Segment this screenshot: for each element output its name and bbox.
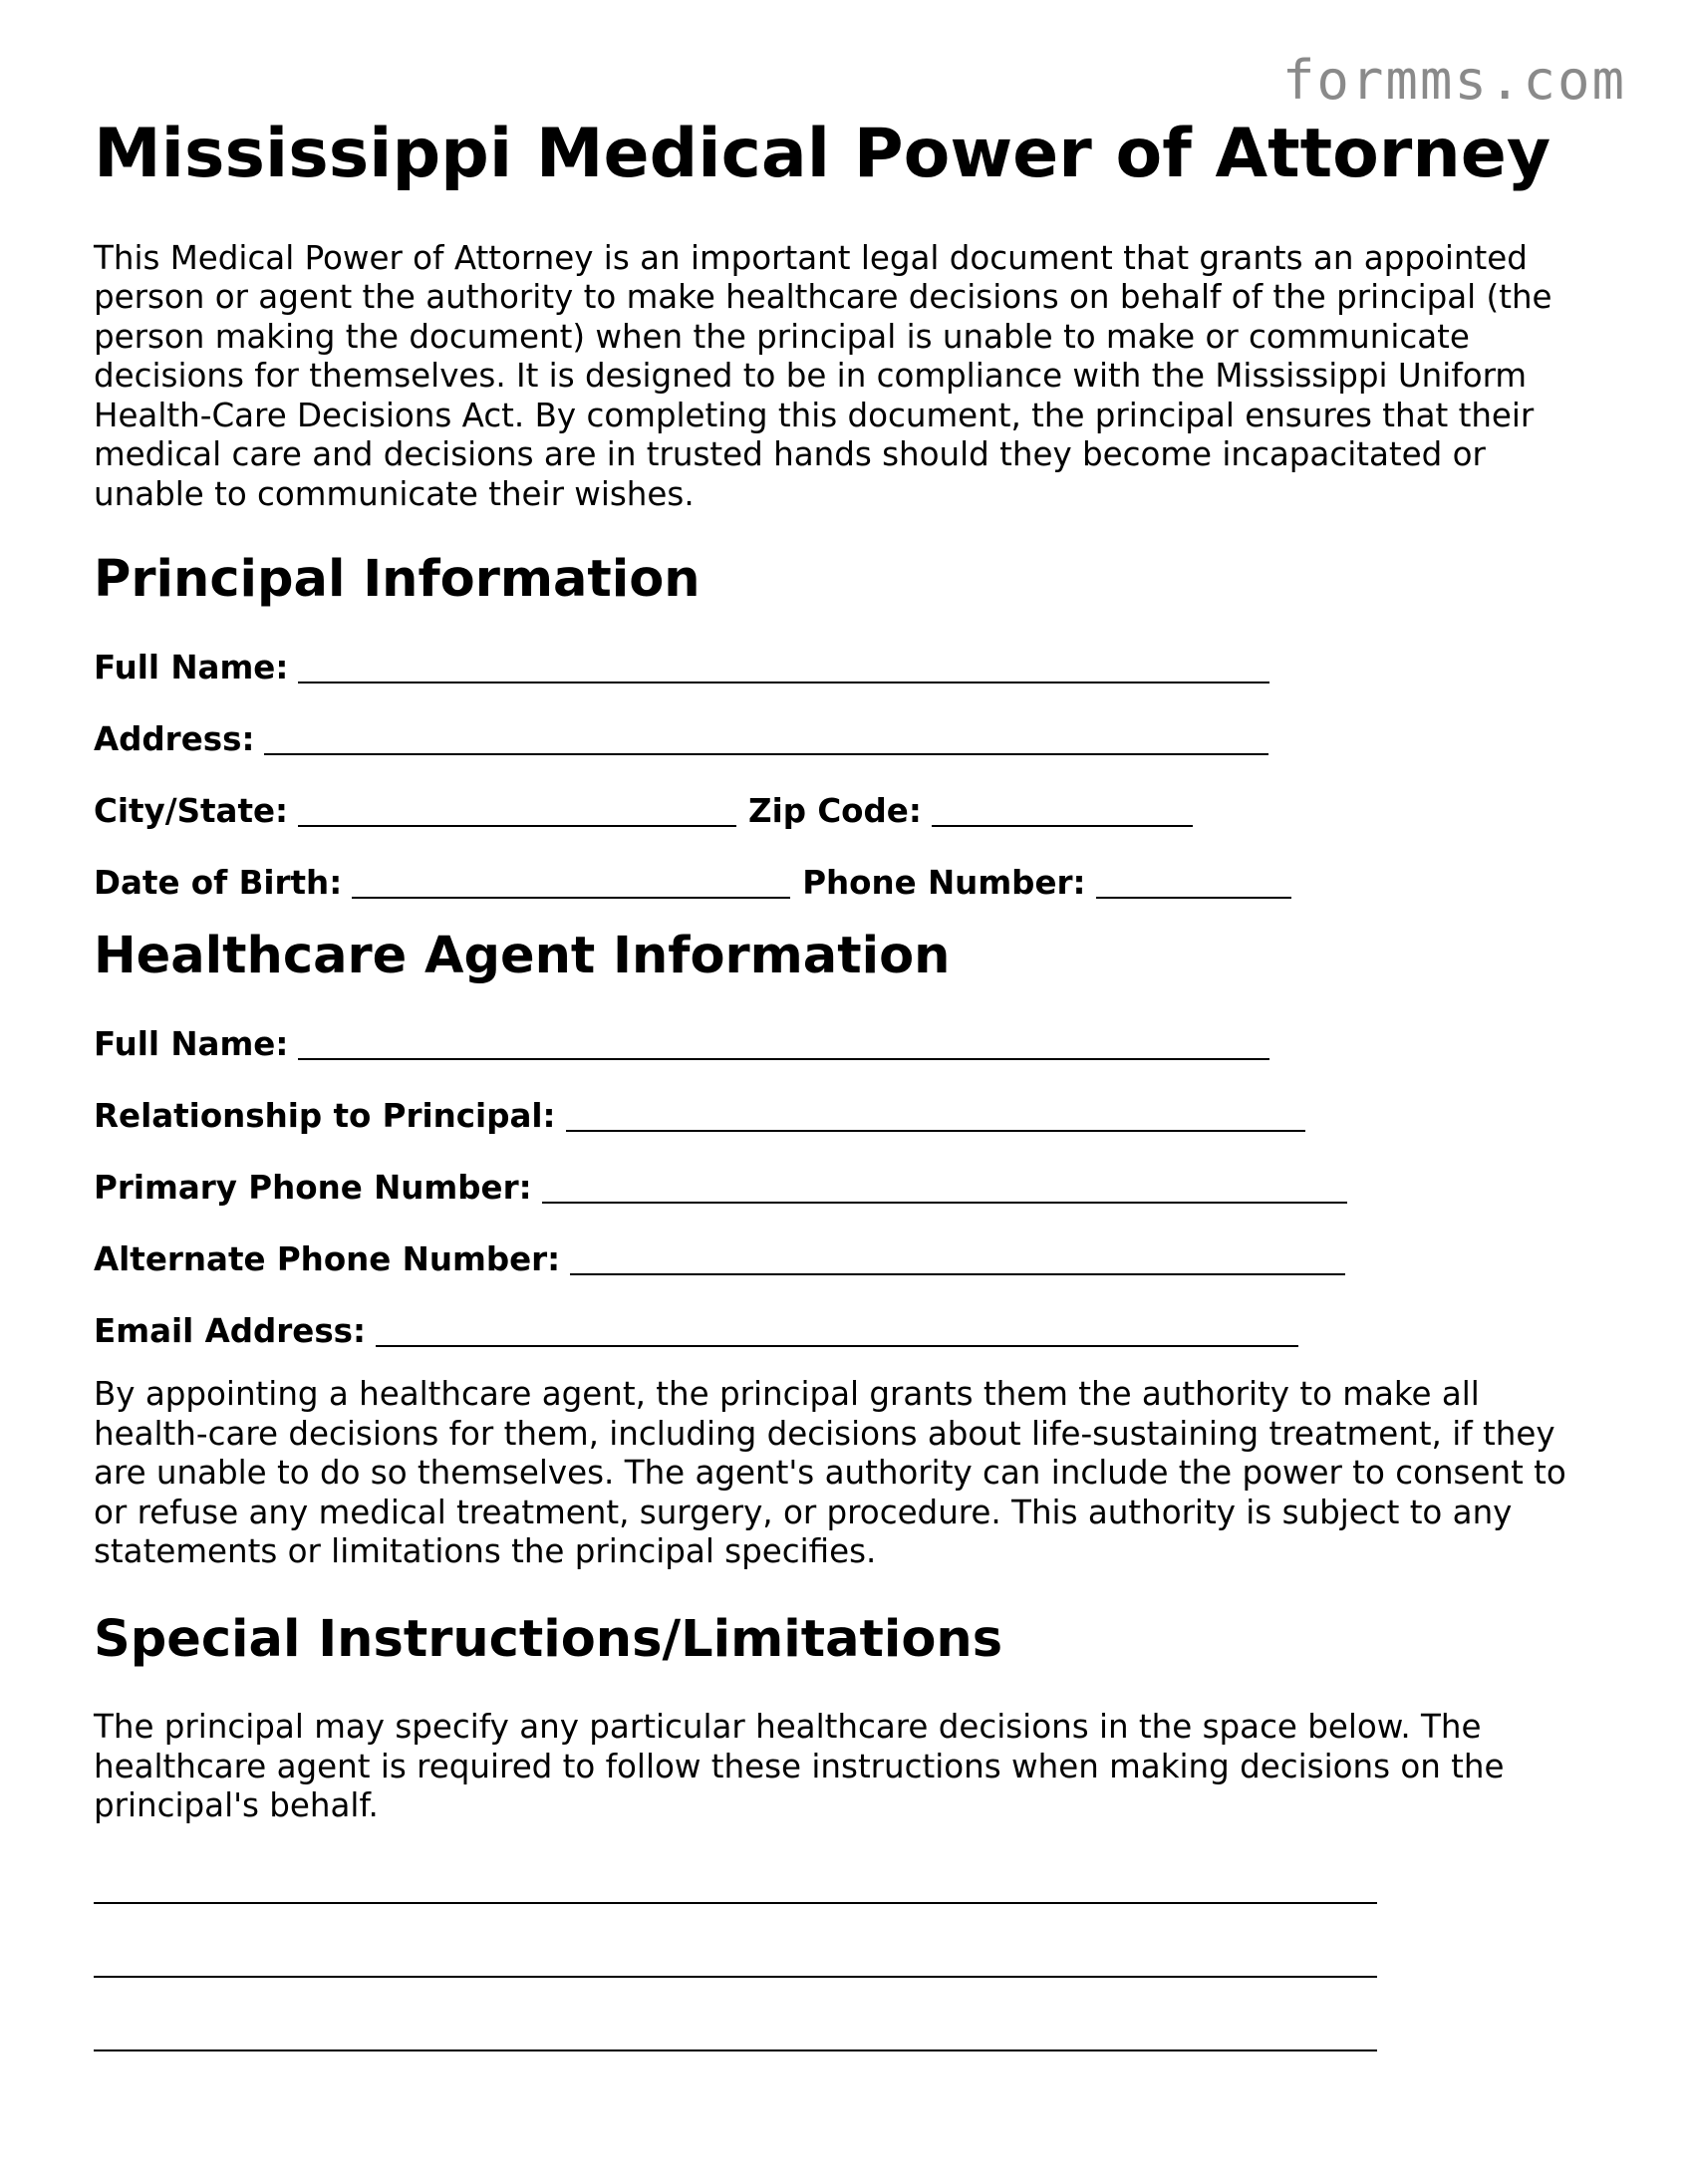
principal-section-heading: Principal Information (94, 550, 701, 610)
principal-address-row (94, 711, 1608, 758)
principal-dob-label: Date of Birth: (94, 863, 343, 902)
agent-relationship-field[interactable] (566, 1100, 1305, 1132)
special-section-heading: Special Instructions/Limitations (94, 1609, 1003, 1669)
agent-full-name-field[interactable] (298, 1028, 1269, 1060)
special-instructions-line[interactable] (94, 1940, 1377, 1978)
principal-phone-label: Phone Number: (802, 863, 1086, 902)
agent-primary-phone-label: Primary Phone Number: (94, 1168, 532, 1207)
principal-full-name-row (94, 640, 1608, 686)
watermark: formms.com (1281, 49, 1626, 112)
principal-phone-field[interactable] (1096, 867, 1291, 899)
agent-email-row (94, 1303, 1608, 1350)
special-instructions-line[interactable] (94, 1866, 1377, 1904)
agent-alternate-phone-row (94, 1231, 1608, 1278)
principal-address-label: Address: (94, 719, 255, 758)
document-page (94, 115, 1608, 2087)
agent-alternate-phone-label: Alternate Phone Number: (94, 1239, 561, 1278)
principal-zip-field[interactable] (932, 795, 1193, 827)
principal-dob-phone-row (94, 855, 1608, 902)
principal-zip-label: Zip Code: (748, 791, 922, 830)
special-instructions-line[interactable] (94, 2014, 1377, 2051)
principal-full-name-label: Full Name: (94, 648, 289, 686)
agent-full-name-row (94, 1016, 1608, 1063)
agent-section-heading: Healthcare Agent Information (94, 927, 951, 986)
agent-email-field[interactable] (376, 1315, 1298, 1347)
principal-city-zip-row (94, 783, 1608, 830)
agent-email-label: Email Address: (94, 1311, 367, 1350)
principal-address-field[interactable] (264, 723, 1268, 755)
agent-primary-phone-row (94, 1160, 1608, 1207)
agent-relationship-row (94, 1088, 1608, 1135)
document-title: Mississippi Medical Power of Attorney (94, 115, 1551, 193)
agent-alternate-phone-field[interactable] (570, 1243, 1345, 1275)
agent-full-name-label: Full Name: (94, 1024, 289, 1063)
principal-dob-field[interactable] (352, 867, 790, 899)
special-instructions-lines (94, 1866, 1608, 2051)
principal-city-state-field[interactable] (298, 795, 736, 827)
agent-relationship-label: Relationship to Principal: (94, 1096, 556, 1135)
agent-description: By appointing a healthcare agent, the principal grants them the authority to make all health-care decisions for them, including decisions about life-sustaining treatment, if they are unable to do so themselves. The agent's authority can include the power to consent to or refuse any medical treatment, surgery, or procedure. This authority is subject to any statements or limitations the principal specifies. (94, 1375, 1566, 1571)
agent-fields (94, 1016, 1608, 1350)
special-description: The principal may specify any particular healthcare decisions in the space below. The healthcare agent is required to follow these instructions when making decisions on the principal's behalf. (94, 1708, 1505, 1825)
intro-paragraph: This Medical Power of Attorney is an important legal document that grants an appointed person or agent the authority to make healthcare decisions on behalf of the principal (the person making the document) when the principal is unable to make or communicate decisions for themselves. It is designed to be in compliance with the Mississippi Uniform Health-Care Decisions Act. By completing this document, the principal ensures that their medical care and decisions are in trusted hands should they become incapacitated or unable to communicate their wishes. (94, 238, 1552, 513)
principal-city-state-label: City/State: (94, 791, 289, 830)
principal-full-name-field[interactable] (298, 652, 1269, 683)
agent-primary-phone-field[interactable] (542, 1172, 1347, 1204)
principal-fields (94, 640, 1608, 902)
